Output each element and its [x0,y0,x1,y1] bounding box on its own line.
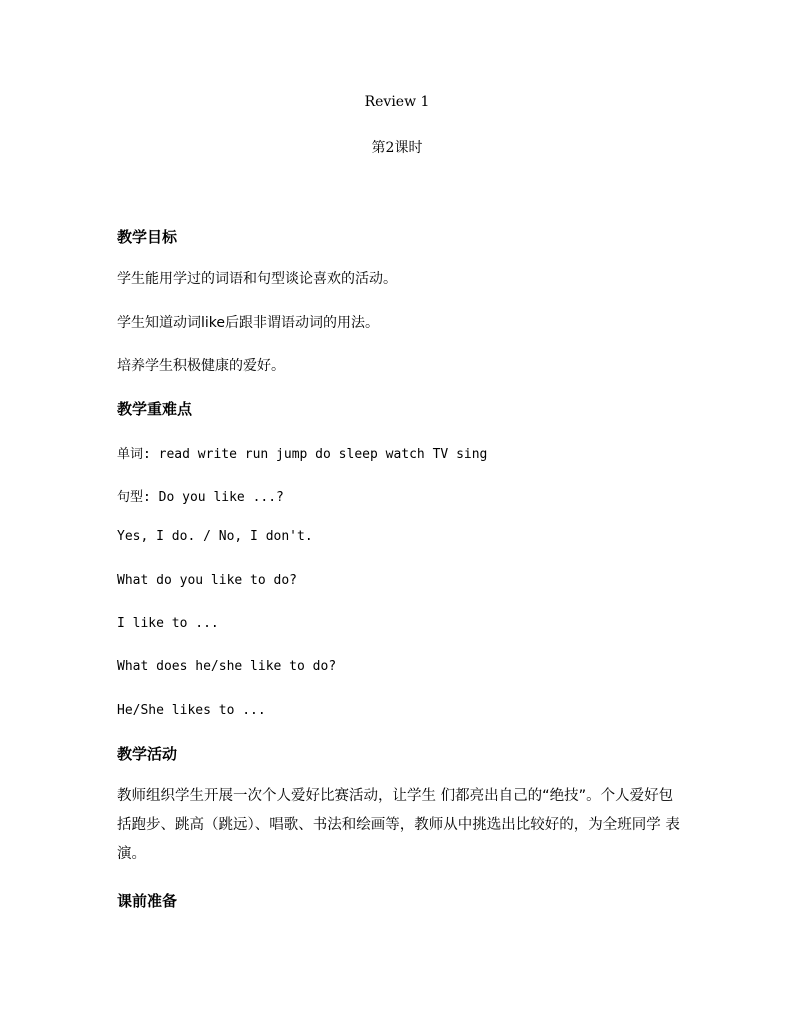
preparation-heading: 课前准备 [117,892,178,910]
sentence-line: What do you like to do? [117,573,298,588]
document-title: Review 1 [364,94,430,110]
key-points-heading: 教学重难点 [117,400,193,418]
sentence-line: He/She likes to ... [117,703,266,718]
activities-paragraph: 教师组织学生开展一次个人爱好比赛活动，让学生 们都亮出自己的“绝技”。个人爱好包括跑步、跳高（跳远）、唱歌、书法和绘画等，教师从中挑选出比较好的，为全班同学 表演。 [117,788,680,862]
objective-item: 学生能用学过的词语和句型谈论喜欢的活动。 [117,271,397,287]
objective-item: 学生知道动词like后跟非谓语动词的用法。 [117,315,379,331]
lesson-subtitle: 第2课时 [371,140,423,156]
objectives-heading: 教学目标 [117,228,178,246]
objective-item: 培养学生积极健康的爱好。 [117,358,285,374]
activities-heading: 教学活动 [117,745,178,763]
sentence-line: 句型: Do you like ...? [117,490,284,505]
sentence-line: What does he/she like to do? [117,659,337,674]
sentence-line: I like to ... [117,616,219,631]
sentence-line: Yes, I do. / No, I don't. [117,529,313,544]
key-words-line: 单词: read write run jump do sleep watch TV sing [117,447,488,462]
